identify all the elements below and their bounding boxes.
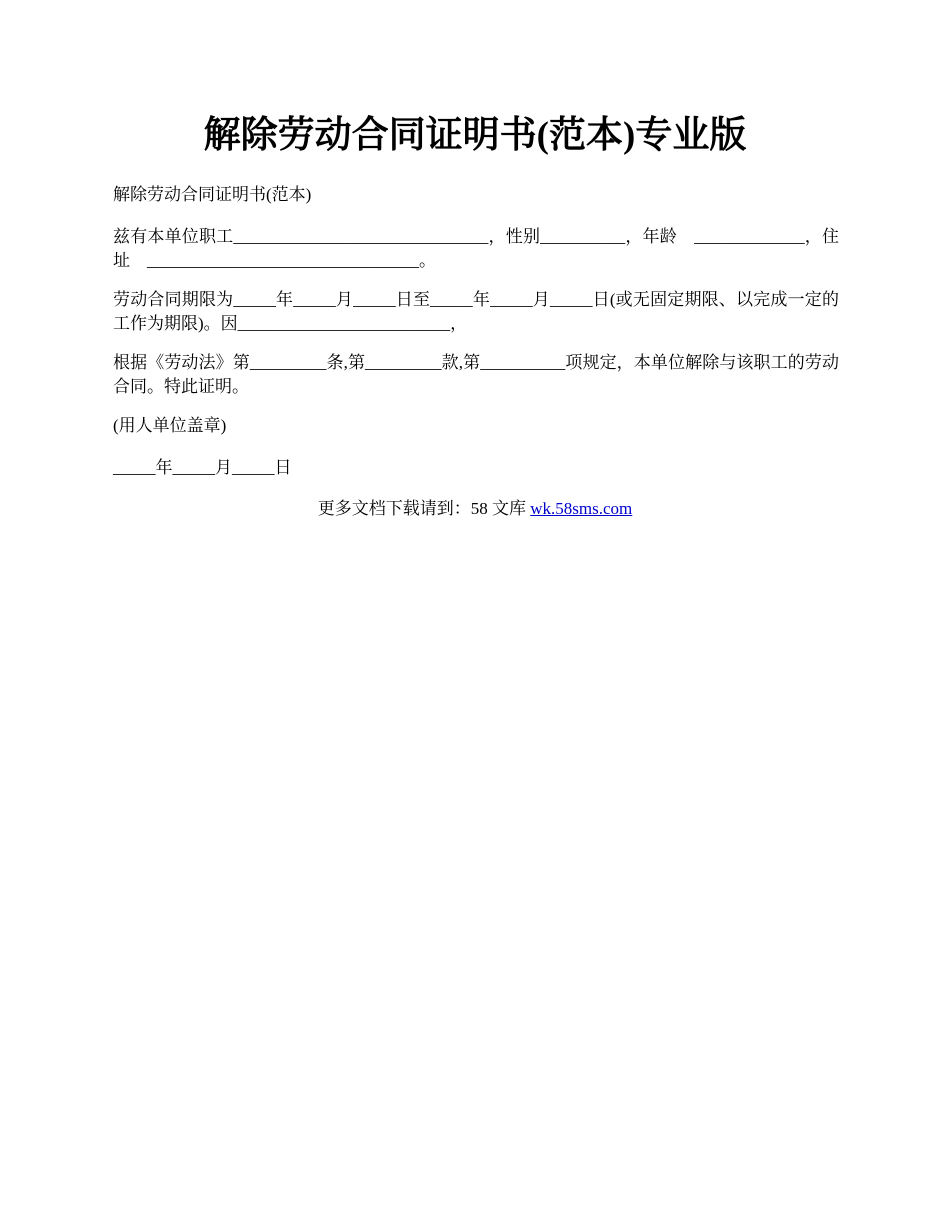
employee-info-paragraph: 兹有本单位职工______________________________，性别__________，年龄 _____________，住址 ________________________________。 xyxy=(113,227,839,270)
subtitle-paragraph: 解除劳动合同证明书(范本) xyxy=(113,185,312,204)
legal-basis-paragraph: 根据《劳动法》第_________条,第_________款,第__________项规定，本单位解除与该职工的劳动合同。特此证明。 xyxy=(113,353,839,396)
footer-prefix: 更多文档下载请到：58 文库 xyxy=(317,499,531,518)
contract-term-paragraph: 劳动合同期限为_____年_____月_____日至_____年_____月_____日(或无固定期限、以完成一定的工作为期限)。因_________________________， xyxy=(113,290,839,333)
date-paragraph: _____年_____月_____日 xyxy=(113,458,292,477)
footer-note xyxy=(0,497,950,521)
seal-paragraph: (用人单位盖章) xyxy=(113,416,227,435)
document-title: 解除劳动合同证明书(范本)专业版 xyxy=(203,115,747,156)
footer-link[interactable]: wk.58sms.com xyxy=(530,499,633,518)
